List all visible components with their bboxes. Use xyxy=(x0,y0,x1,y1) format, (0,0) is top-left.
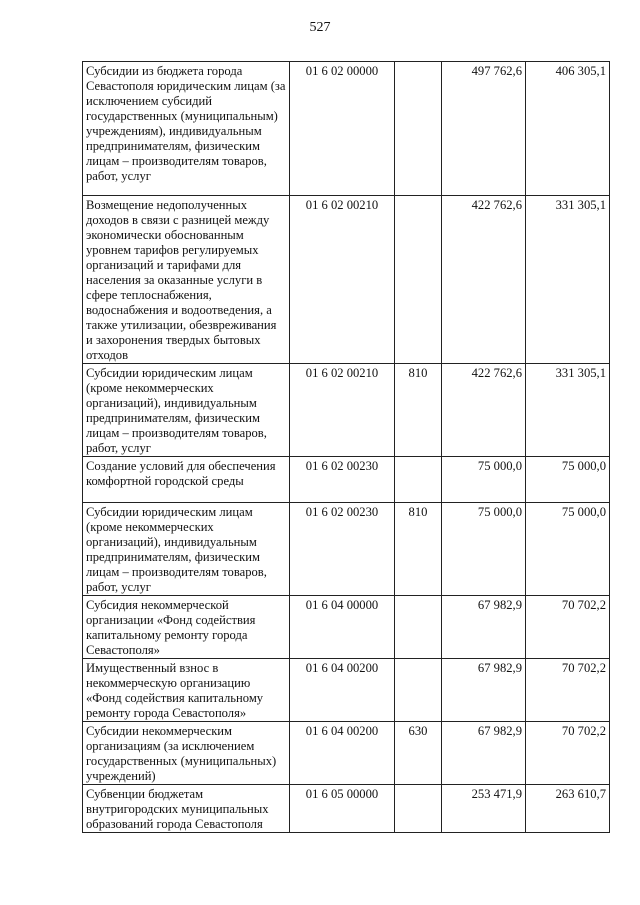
row-code: 01 6 02 00000 xyxy=(290,62,395,196)
table-row xyxy=(83,457,610,503)
row-amount-year2: 75 000,0 xyxy=(526,503,610,596)
row-code: 01 6 02 00210 xyxy=(290,196,395,364)
row-expense-type: 810 xyxy=(395,503,442,596)
row-amount-year1: 422 762,6 xyxy=(442,364,526,457)
row-amount-year2: 406 305,1 xyxy=(526,62,610,196)
row-code: 01 6 04 00000 xyxy=(290,596,395,659)
row-expense-type xyxy=(395,196,442,364)
row-amount-year1: 422 762,6 xyxy=(442,196,526,364)
row-amount-year2: 263 610,7 xyxy=(526,785,610,833)
row-amount-year1: 67 982,9 xyxy=(442,659,526,722)
table-row xyxy=(83,196,610,364)
row-name: Субсидии из бюджета города Севастополя юридическим лицам (за исключением субсидий государственных (муниципальным) учреждениям), индивидуальным предпринимателям, физическим лицам – производителям товаров, работ, услуг xyxy=(83,62,290,196)
row-amount-year1: 253 471,9 xyxy=(442,785,526,833)
row-code: 01 6 04 00200 xyxy=(290,659,395,722)
row-expense-type xyxy=(395,62,442,196)
budget-table xyxy=(82,61,610,833)
row-amount-year2: 70 702,2 xyxy=(526,659,610,722)
table-row xyxy=(83,62,610,196)
table-row xyxy=(83,659,610,722)
row-expense-type xyxy=(395,457,442,503)
row-name: Создание условий для обеспечения комфортной городской среды xyxy=(83,457,290,503)
row-name: Субсидии некоммерческим организациям (за исключением государственных (муниципальных) учреждений) xyxy=(83,722,290,785)
row-name: Субсидия некоммерческой организации «Фонд содействия капитальному ремонту города Севастополя» xyxy=(83,596,290,659)
row-code: 01 6 02 00210 xyxy=(290,364,395,457)
row-expense-type xyxy=(395,785,442,833)
table-row xyxy=(83,503,610,596)
row-amount-year1: 75 000,0 xyxy=(442,457,526,503)
row-amount-year2: 70 702,2 xyxy=(526,596,610,659)
row-amount-year1: 67 982,9 xyxy=(442,596,526,659)
page-number: 527 xyxy=(309,20,331,35)
table-row xyxy=(83,785,610,833)
row-name: Субсидии юридическим лицам (кроме некоммерческих организаций), индивидуальным предпринимателям, физическим лицам – производителям товаров, работ, услуг xyxy=(83,364,290,457)
table-row xyxy=(83,722,610,785)
row-name: Субвенции бюджетам внутригородских муниципальных образований города Севастополя xyxy=(83,785,290,833)
row-amount-year2: 331 305,1 xyxy=(526,196,610,364)
row-amount-year1: 67 982,9 xyxy=(442,722,526,785)
row-code: 01 6 02 00230 xyxy=(290,503,395,596)
row-code: 01 6 04 00200 xyxy=(290,722,395,785)
row-amount-year2: 75 000,0 xyxy=(526,457,610,503)
table-row xyxy=(83,364,610,457)
row-name: Возмещение недополученных доходов в связи с разницей между экономически обоснованным уровнем тарифов регулируемых организаций и тарифами для населения за оказанные услуги в сфере теплоснабжения, водоснабжения и водоотведения, а также утилизации, обезвреживания и захоронения твердых бытовых отходов xyxy=(83,196,290,364)
row-name: Субсидии юридическим лицам (кроме некоммерческих организаций), индивидуальным предпринимателям, физическим лицам – производителям товаров, работ, услуг xyxy=(83,503,290,596)
row-expense-type xyxy=(395,659,442,722)
row-expense-type xyxy=(395,596,442,659)
row-code: 01 6 02 00230 xyxy=(290,457,395,503)
row-name: Имущественный взнос в некоммерческую организацию «Фонд содействия капитальному ремонту города Севастополя» xyxy=(83,659,290,722)
row-amount-year1: 497 762,6 xyxy=(442,62,526,196)
row-expense-type: 810 xyxy=(395,364,442,457)
row-expense-type: 630 xyxy=(395,722,442,785)
row-code: 01 6 05 00000 xyxy=(290,785,395,833)
row-amount-year2: 331 305,1 xyxy=(526,364,610,457)
row-amount-year2: 70 702,2 xyxy=(526,722,610,785)
row-amount-year1: 75 000,0 xyxy=(442,503,526,596)
table-row xyxy=(83,596,610,659)
